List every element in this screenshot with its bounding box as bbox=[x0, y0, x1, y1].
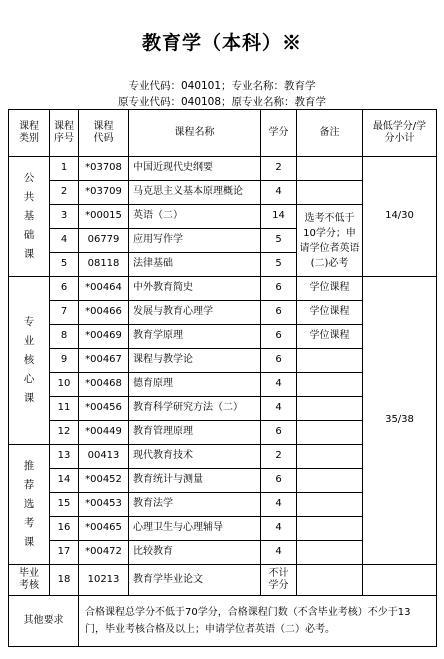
credit-cell: 4 bbox=[261, 541, 297, 565]
seq-cell: 9 bbox=[50, 349, 79, 373]
code-cell: 08118 bbox=[79, 253, 129, 277]
note-cell bbox=[297, 397, 363, 421]
course-table bbox=[8, 109, 437, 647]
note-cell bbox=[297, 181, 363, 205]
code-cell: 00413 bbox=[79, 445, 129, 469]
note-cell bbox=[297, 421, 363, 445]
code-cell: *00456 bbox=[79, 397, 129, 421]
name-cell: 中外教育简史 bbox=[129, 277, 261, 301]
name-cell: 教育管理原理 bbox=[129, 421, 261, 445]
header-code: 课程代码 bbox=[79, 110, 129, 157]
code-cell: *00469 bbox=[79, 325, 129, 349]
note-cell bbox=[297, 493, 363, 517]
seq-cell: 1 bbox=[50, 157, 79, 181]
name-cell: 马克思主义基本原理概论 bbox=[129, 181, 261, 205]
name-cell: 比较教育 bbox=[129, 541, 261, 565]
note-cell bbox=[297, 565, 363, 596]
credit-cell: 14 bbox=[261, 205, 297, 229]
seq-cell: 13 bbox=[50, 445, 79, 469]
name-cell: 教育学毕业论文 bbox=[129, 565, 261, 596]
seq-cell: 11 bbox=[50, 397, 79, 421]
credit-cell: 6 bbox=[261, 421, 297, 445]
credit-cell: 5 bbox=[261, 253, 297, 277]
credit-cell: 4 bbox=[261, 181, 297, 205]
name-cell: 英语（二） bbox=[129, 205, 261, 229]
header-category: 课程类别 bbox=[9, 110, 50, 157]
note-cell: 学位课程 bbox=[297, 301, 363, 325]
header-seq: 课程序号 bbox=[50, 110, 79, 157]
name-cell: 德育原理 bbox=[129, 373, 261, 397]
credit-cell: 6 bbox=[261, 301, 297, 325]
note-cell bbox=[297, 469, 363, 493]
seq-cell: 5 bbox=[50, 253, 79, 277]
credit-cell: 4 bbox=[261, 493, 297, 517]
graduation-row bbox=[9, 565, 437, 596]
code-cell: *00449 bbox=[79, 421, 129, 445]
seq-cell: 2 bbox=[50, 181, 79, 205]
category-cell: 推荐选考课 bbox=[9, 445, 50, 565]
seq-cell: 15 bbox=[50, 493, 79, 517]
credit-cell: 2 bbox=[261, 445, 297, 469]
code-cell: 06779 bbox=[79, 229, 129, 253]
category-cell: 毕业考核 bbox=[9, 565, 50, 596]
table-row bbox=[9, 277, 437, 301]
note-cell bbox=[297, 349, 363, 373]
header-row bbox=[9, 110, 437, 157]
code-cell: *00464 bbox=[79, 277, 129, 301]
seq-cell: 6 bbox=[50, 277, 79, 301]
code-cell: *03708 bbox=[79, 157, 129, 181]
name-cell: 教育科学研究方法（二） bbox=[129, 397, 261, 421]
seq-cell: 8 bbox=[50, 325, 79, 349]
code-cell: *00466 bbox=[79, 301, 129, 325]
code-cell: *00468 bbox=[79, 373, 129, 397]
code-cell: *00472 bbox=[79, 541, 129, 565]
credit-cell: 5 bbox=[261, 229, 297, 253]
code-cell: *00453 bbox=[79, 493, 129, 517]
subtotal-cell: 35/38 bbox=[363, 277, 437, 565]
note-cell: 学位课程 bbox=[297, 277, 363, 301]
seq-cell: 7 bbox=[50, 301, 79, 325]
name-cell: 心理卫生与心理辅导 bbox=[129, 517, 261, 541]
major-line: 专业代码：040101；专业名称：教育学 bbox=[128, 80, 316, 92]
credit-cell: 6 bbox=[261, 325, 297, 349]
credit-cell: 2 bbox=[261, 157, 297, 181]
code-cell: *00467 bbox=[79, 349, 129, 373]
credit-cell: 4 bbox=[261, 397, 297, 421]
note-cell: 选考不低于10学分；申请学位者英语(二)必考 bbox=[297, 205, 363, 277]
subtotal-cell: 14/30 bbox=[363, 157, 437, 277]
code-cell: *00452 bbox=[79, 469, 129, 493]
seq-cell: 16 bbox=[50, 517, 79, 541]
seq-cell: 18 bbox=[50, 565, 79, 596]
name-cell: 课程与教学论 bbox=[129, 349, 261, 373]
code-cell: *00015 bbox=[79, 205, 129, 229]
credit-cell: 4 bbox=[261, 373, 297, 397]
header-credit: 学分 bbox=[261, 110, 297, 157]
seq-cell: 14 bbox=[50, 469, 79, 493]
header-name: 课程名称 bbox=[129, 110, 261, 157]
seq-cell: 17 bbox=[50, 541, 79, 565]
seq-cell: 12 bbox=[50, 421, 79, 445]
name-cell: 现代教育技术 bbox=[129, 445, 261, 469]
note-cell bbox=[297, 445, 363, 469]
category-cell: 专业核心课 bbox=[9, 277, 50, 445]
name-cell: 教育学原理 bbox=[129, 325, 261, 349]
table-row bbox=[9, 157, 437, 181]
note-cell bbox=[297, 373, 363, 397]
seq-cell: 3 bbox=[50, 205, 79, 229]
header-min-credit: 最低学分/学分小计 bbox=[363, 110, 437, 157]
name-cell: 教育法学 bbox=[129, 493, 261, 517]
seq-cell: 4 bbox=[50, 229, 79, 253]
code-cell: *03709 bbox=[79, 181, 129, 205]
subtotal-cell bbox=[363, 565, 437, 596]
old-major-line: 原专业代码：040108；原专业名称：教育学 bbox=[117, 96, 327, 108]
credit-cell: 4 bbox=[261, 517, 297, 541]
credit-cell: 6 bbox=[261, 349, 297, 373]
seq-cell: 10 bbox=[50, 373, 79, 397]
other-requirements-row bbox=[9, 596, 437, 647]
credit-cell: 6 bbox=[261, 469, 297, 493]
name-cell: 应用写作学 bbox=[129, 229, 261, 253]
note-cell bbox=[297, 157, 363, 181]
credit-cell: 6 bbox=[261, 277, 297, 301]
page-title: 教育学（本科）※ bbox=[141, 32, 302, 54]
code-cell: *00465 bbox=[79, 517, 129, 541]
other-label: 其他要求 bbox=[9, 596, 79, 647]
header-note: 备注 bbox=[297, 110, 363, 157]
name-cell: 中国近现代史纲要 bbox=[129, 157, 261, 181]
note-cell bbox=[297, 517, 363, 541]
note-cell: 学位课程 bbox=[297, 325, 363, 349]
code-cell: 10213 bbox=[79, 565, 129, 596]
note-cell bbox=[297, 541, 363, 565]
name-cell: 教育统计与测量 bbox=[129, 469, 261, 493]
credit-cell: 不计学分 bbox=[261, 565, 297, 596]
other-text: 合格课程总学分不低于70学分，合格课程门数（不含毕业考核）不少于13门，毕业考核合格及以上；申请学位者英语（二）必考。 bbox=[79, 596, 437, 647]
name-cell: 法律基础 bbox=[129, 253, 261, 277]
category-cell: 公共基础课 bbox=[9, 157, 50, 277]
name-cell: 发展与教育心理学 bbox=[129, 301, 261, 325]
